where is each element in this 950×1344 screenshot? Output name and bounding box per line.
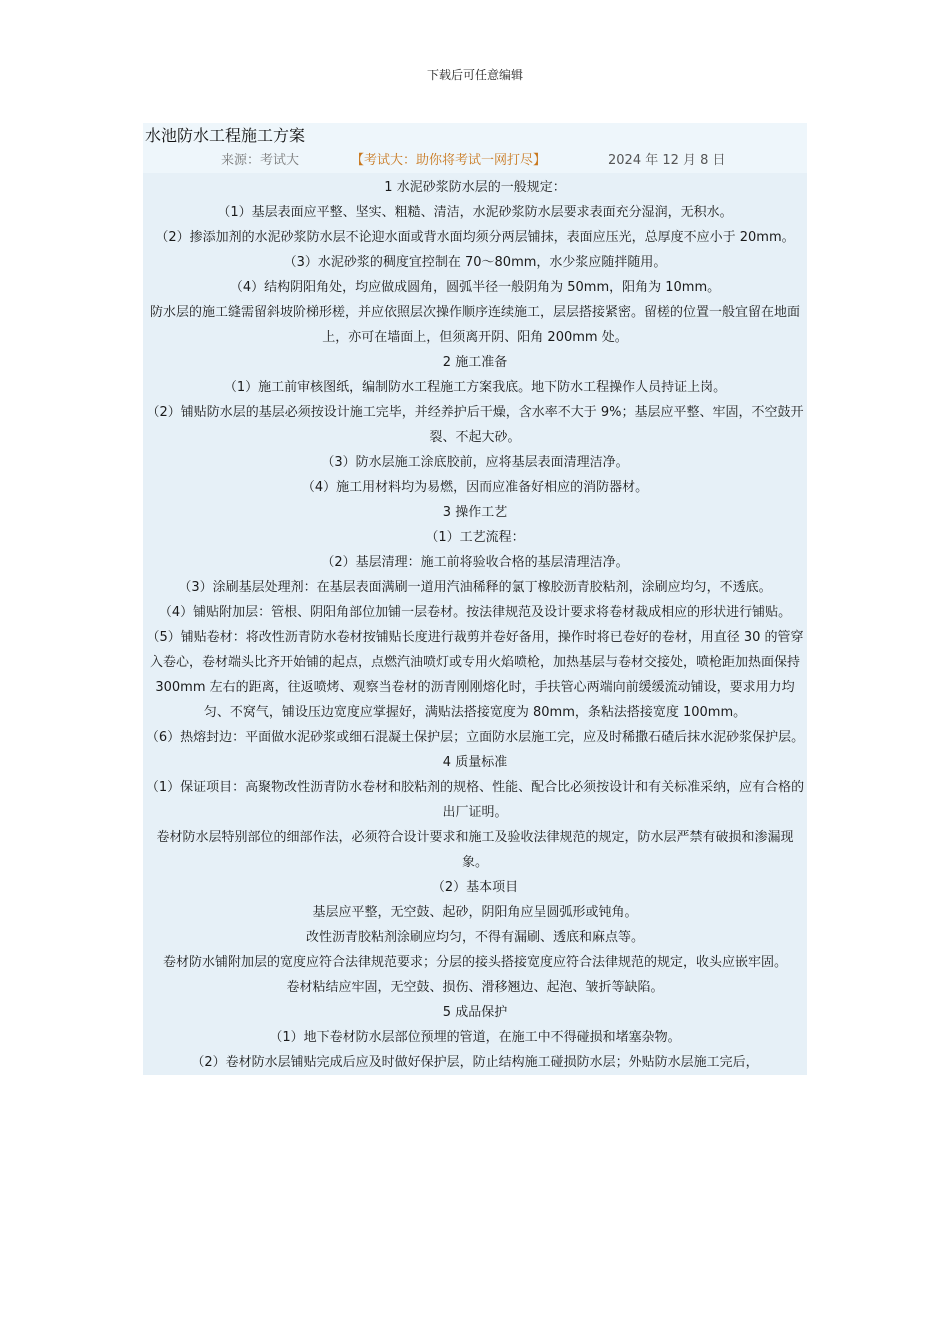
paragraph: （2）基层清理：施工前将验收合格的基层清理洁净。 <box>321 555 629 570</box>
paragraph: （2）卷材防水层铺贴完成后应及时做好保护层，防止结构施工碰损防水层；外贴防水层施工完后， <box>191 1055 759 1070</box>
section-heading: 2 施工准备 <box>442 355 508 370</box>
paragraph: 1 水泥砂浆防水层的一般规定： <box>384 180 566 195</box>
article-meta <box>143 148 807 173</box>
paragraph: （3）防水层施工涂底胶前，应将基层表面清理洁净。 <box>321 455 629 470</box>
paragraph: 防水层的施工缝需留斜坡阶梯形槎，并应依照层次操作顺序连续施工，层层搭接紧密。留槎的位置一般宜留在地面上，亦可在墙面上，但须离开阴、阳角 200mm 处。 <box>149 305 800 345</box>
section-heading: 5 成品保护 <box>442 1005 508 1020</box>
paragraph: （2）基本项目 <box>431 880 519 895</box>
paragraph: （6）热熔封边：平面做水泥砂浆或细石混凝土保护层；立面防水层施工完，应及时稀撒石碴后抹水泥砂浆保护层。 <box>145 730 805 745</box>
paragraph: （4）结构阴阳角处，均应做成圆角，圆弧半径一般阴角为 50mm，阳角为 10mm。 <box>229 280 721 295</box>
paragraph: （3）涂刷基层处理剂：在基层表面满刷一道用汽油稀释的氯丁橡胶沥青胶粘剂，涂刷应均匀，不透底。 <box>178 580 772 595</box>
section-heading: 3 操作工艺 <box>442 505 508 520</box>
paragraph: （1）基层表面应平整、坚实、粗糙、清洁，水泥砂浆防水层要求表面充分湿润，无积水。 <box>217 205 733 220</box>
paragraph: 卷材防水铺附加层的宽度应符合法律规范要求；分层的接头搭接宽度应符合法律规范的规定，收头应嵌牢固。 <box>162 955 787 970</box>
paragraph: （1）施工前审核图纸，编制防水工程施工方案我底。地下防水工程操作人员持证上岗。 <box>223 380 727 395</box>
paragraph: 卷材防水层特别部位的细部作法，必须符合设计要求和施工及验收法律规范的规定，防水层严禁有破损和渗漏现象。 <box>156 830 794 870</box>
article-source: 来源：考试大 <box>221 153 300 168</box>
page-header: 下载后可任意编辑 <box>426 68 523 82</box>
paragraph: （4）铺贴附加层：管根、阴阳角部位加铺一层卷材。按法律规范及设计要求将卷材裁成相应的形状进行铺贴。 <box>158 605 792 620</box>
section-heading: 4 质量标准 <box>442 755 508 770</box>
paragraph: 基层应平整，无空鼓、起砂，阴阳角应呈圆弧形或钝角。 <box>312 905 638 920</box>
paragraph: （3）水泥砂浆的稠度宜控制在 70～80mm，水少浆应随拌随用。 <box>283 255 667 270</box>
paragraph: （1）保证项目：高聚物改性沥青防水卷材和胶粘剂的规格、性能、配合比必须按设计和有关标准采纳，应有合格的出厂证明。 <box>145 780 805 820</box>
article-date: 2024 年 12 月 8 日 <box>608 153 726 168</box>
article-slogan-link[interactable]: 【考试大：助你将考试一网打尽】 <box>351 153 547 168</box>
paragraph: （5）铺贴卷材：将改性沥青防水卷材按铺贴长度进行裁剪并卷好备用，操作时将已卷好的卷材，用直径 30 的管穿入卷心，卷材端头比齐开始铺的起点，点燃汽油喷灯或专用火焰喷枪，加热基层与卷材交接处，喷枪距加热面保持 300mm 左右的距离，往返喷烤、观察当卷材的沥青刚刚熔化时，手扶管心两端向前缓缓流动铺设，要求用力均匀、不窝气，铺设压边宽度应掌握好，满贴法搭接宽度为 80mm，条粘法搭接宽度 100mm。 <box>146 630 804 720</box>
paragraph: （1）地下卷材防水层部位预埋的管道，在施工中不得碰损和堵塞杂物。 <box>269 1030 681 1045</box>
paragraph: （1）工艺流程： <box>425 530 525 545</box>
article <box>143 123 807 1075</box>
paragraph: 改性沥青胶粘剂涂刷应均匀，不得有漏刷、透底和麻点等。 <box>305 930 644 945</box>
paragraph: （2）铺贴防水层的基层必须按设计施工完毕，并经养护后干燥，含水率不大于 9%；基层应平整、牢固，不空鼓开裂、不起大砂。 <box>146 405 804 445</box>
article-title: 水池防水工程施工方案 <box>145 126 306 145</box>
paragraph: （2）掺添加剂的水泥砂浆防水层不论迎水面或背水面均须分两层铺抹，表面应压光，总厚度不应小于 20mm。 <box>155 230 795 245</box>
paragraph: （4）施工用材料均为易燃，因而应准备好相应的消防器材。 <box>301 480 649 495</box>
paragraph: 卷材粘结应牢固，无空鼓、损伤、滑移翘边、起泡、皱折等缺陷。 <box>286 980 664 995</box>
article-body <box>143 173 807 1075</box>
